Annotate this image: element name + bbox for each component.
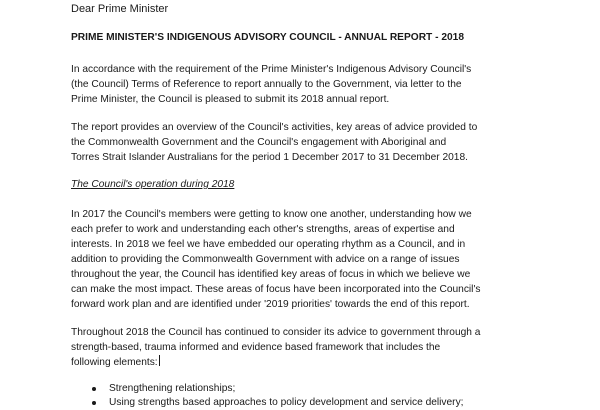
paragraph-line: throughout the year, the Council has identified key areas of focus in which we believe we bbox=[71, 269, 471, 280]
text-cursor bbox=[159, 355, 160, 366]
report-heading: PRIME MINISTER'S INDIGENOUS ADVISORY COUNCIL - ANNUAL REPORT - 2018 bbox=[71, 32, 464, 43]
paragraph-line: Torres Strait Islander Australians for the period 1 December 2017 to 31 December 2018. bbox=[71, 152, 468, 163]
paragraph-line: In accordance with the requirement of the Prime Minister's Indigenous Advisory Council's bbox=[71, 64, 472, 75]
paragraph-framework bbox=[71, 325, 541, 370]
paragraph-line: forward work plan and are identified under '2019 priorities' towards the end of this report. bbox=[71, 299, 470, 310]
list-item-text: Using strengths based approaches to policy development and service delivery; bbox=[109, 397, 464, 408]
paragraph-line-with-cursor bbox=[71, 355, 541, 370]
paragraph-line: The report provides an overview of the Council's activities, key areas of advice provided to bbox=[71, 122, 478, 133]
paragraph-operation bbox=[71, 207, 541, 312]
paragraph-line: can make the most impact. These areas of focus have been incorporated into the Council's bbox=[71, 284, 481, 295]
paragraph-overview bbox=[71, 120, 541, 165]
paragraph-line: In 2017 the Council's members were getting to know one another, understanding how we bbox=[71, 209, 472, 220]
salutation: Dear Prime Minister bbox=[71, 3, 169, 15]
bullet-icon bbox=[92, 387, 96, 391]
list-item bbox=[92, 382, 464, 396]
paragraph-line: strength-based, trauma informed and evidence based framework that includes the bbox=[71, 342, 441, 353]
paragraph-intro bbox=[71, 62, 541, 107]
paragraph-line: each prefer to work and understanding each other's strengths, areas of expertise and bbox=[71, 224, 455, 235]
section-subheading: The Council's operation during 2018 bbox=[71, 179, 235, 190]
paragraph-line: following elements: bbox=[71, 357, 158, 368]
list-item bbox=[92, 396, 464, 410]
paragraph-line: Prime Minister, the Council is pleased to submit its 2018 annual report. bbox=[71, 94, 390, 105]
list-item-text: Strengthening relationships; bbox=[109, 383, 236, 394]
paragraph-line: the Commonwealth Government and the Council's engagement with Aboriginal and bbox=[71, 137, 447, 148]
bullet-icon bbox=[92, 401, 96, 405]
paragraph-line: (the Council) Terms of Reference to report annually to the Government, via letter to the bbox=[71, 79, 462, 90]
elements-list bbox=[92, 382, 464, 410]
paragraph-line: addition to providing the Commonwealth Government with advice on a range of issues bbox=[71, 254, 460, 265]
paragraph-line: interests. In 2018 we feel we have embedded our operating rhythm as a Council, and in bbox=[71, 239, 466, 250]
paragraph-line: Throughout 2018 the Council has continued to consider its advice to government through a bbox=[71, 327, 481, 338]
